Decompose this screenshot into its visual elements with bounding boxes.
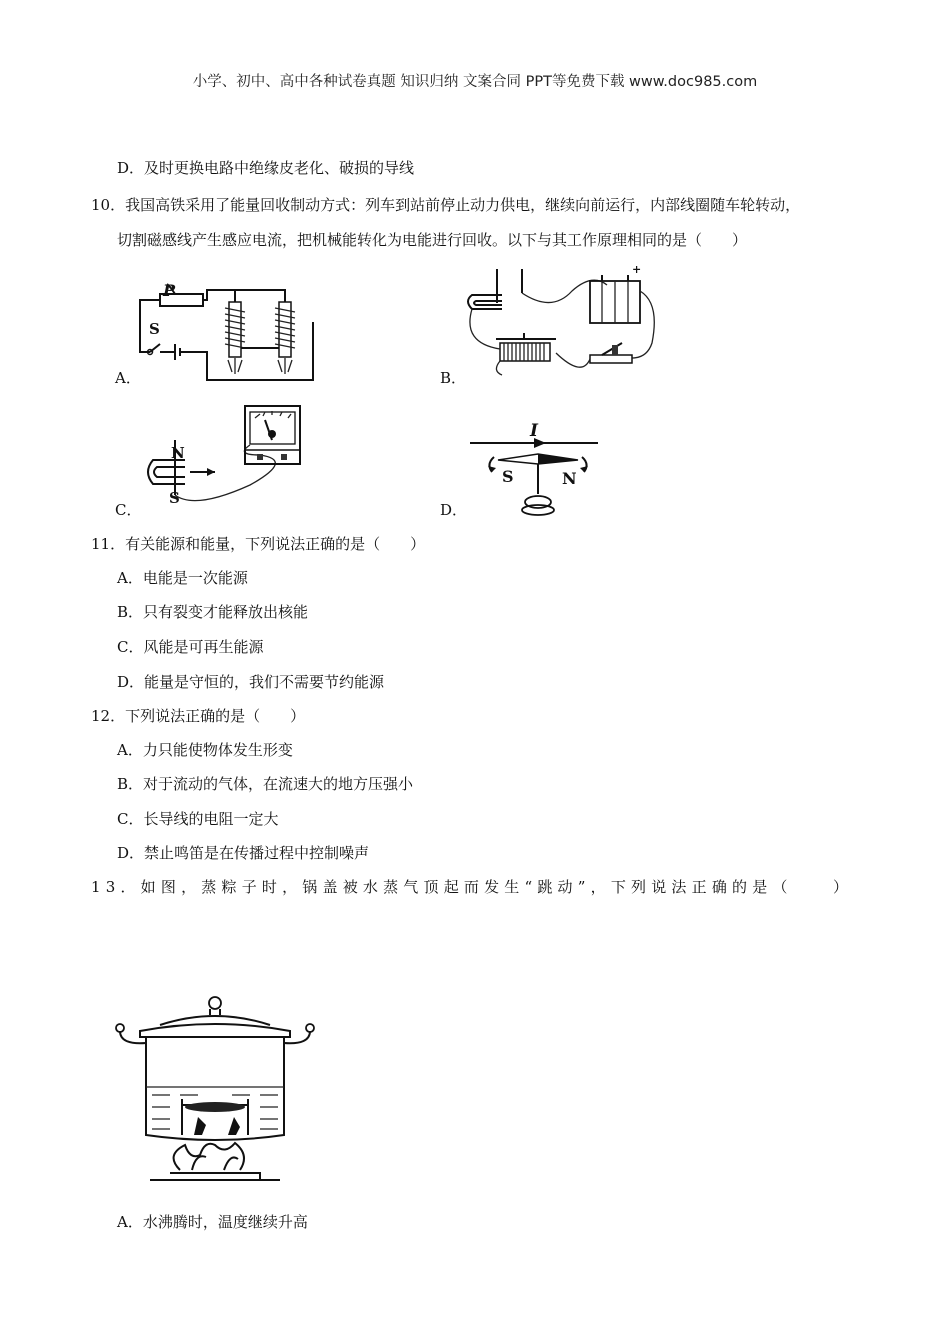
q9-option-d: D．及时更换电路中绝缘皮老化、破损的导线	[117, 159, 415, 177]
q10-option-d-label: D．	[440, 501, 468, 519]
q13-option-a: A．水沸腾时，温度继续升高	[117, 1213, 308, 1231]
q10-stem-line1: 10．我国高铁采用了能量回收制动方式：列车到站前停止动力供电，继续向前运行，内部线圈随车轮转动，	[91, 196, 801, 214]
q10-figure-b-circuit	[462, 263, 667, 381]
q10-figa-p-label: P	[163, 281, 176, 300]
q10-option-a-label: A．	[115, 369, 141, 387]
q10-option-b-label: B．	[440, 369, 467, 387]
q13-figure-steamer-pot	[110, 995, 325, 1190]
q10-figure-a-electromagnet-circuit	[135, 282, 320, 384]
q10-figc-n-label: N	[171, 444, 185, 462]
q10-figd-i-label: I	[530, 421, 538, 441]
q11-stem: 11．有关能源和能量，下列说法正确的是（ ）	[91, 535, 426, 553]
q12-option-d: D．禁止鸣笛是在传播过程中控制噪声	[117, 844, 370, 862]
q12-option-c: C．长导线的电阻一定大	[117, 810, 279, 828]
page-header: 小学、初中、高中各种试卷真题 知识归纳 文案合同 PPT等免费下载 www.doc985.com	[192, 74, 758, 90]
q11-option-a: A．电能是一次能源	[117, 569, 248, 587]
q12-option-a: A．力只能使物体发生形变	[117, 741, 293, 759]
q10-figd-s-label: S	[502, 467, 514, 486]
q12-option-b: B．对于流动的气体，在流速大的地方压强小	[117, 775, 414, 793]
q10-stem-line2: 切割磁感线产生感应电流，把机械能转化为电能进行回收。以下与其工作原理相同的是（ ）	[117, 231, 748, 249]
q11-option-c: C．风能是可再生能源	[117, 638, 264, 656]
q11-option-d: D．能量是守恒的，我们不需要节约能源	[117, 673, 385, 691]
q10-figa-s-label: S	[149, 320, 160, 338]
q12-stem: 12．下列说法正确的是（ ）	[91, 707, 306, 725]
q10-figure-c-galvanometer	[135, 400, 310, 515]
svg-text:+: +	[632, 263, 642, 276]
q10-figure-d-compass	[468, 421, 608, 519]
q10-figc-s-label: S	[169, 489, 180, 507]
q10-option-c-label: C．	[115, 501, 142, 519]
q11-option-b: B．只有裂变才能释放出核能	[117, 603, 309, 621]
q10-figd-n-label: N	[562, 469, 577, 488]
q13-stem: 13．如图，蒸粽子时，锅盖被水蒸气顶起而发生“跳动”，下列说法正确的是（ ）	[91, 878, 854, 896]
